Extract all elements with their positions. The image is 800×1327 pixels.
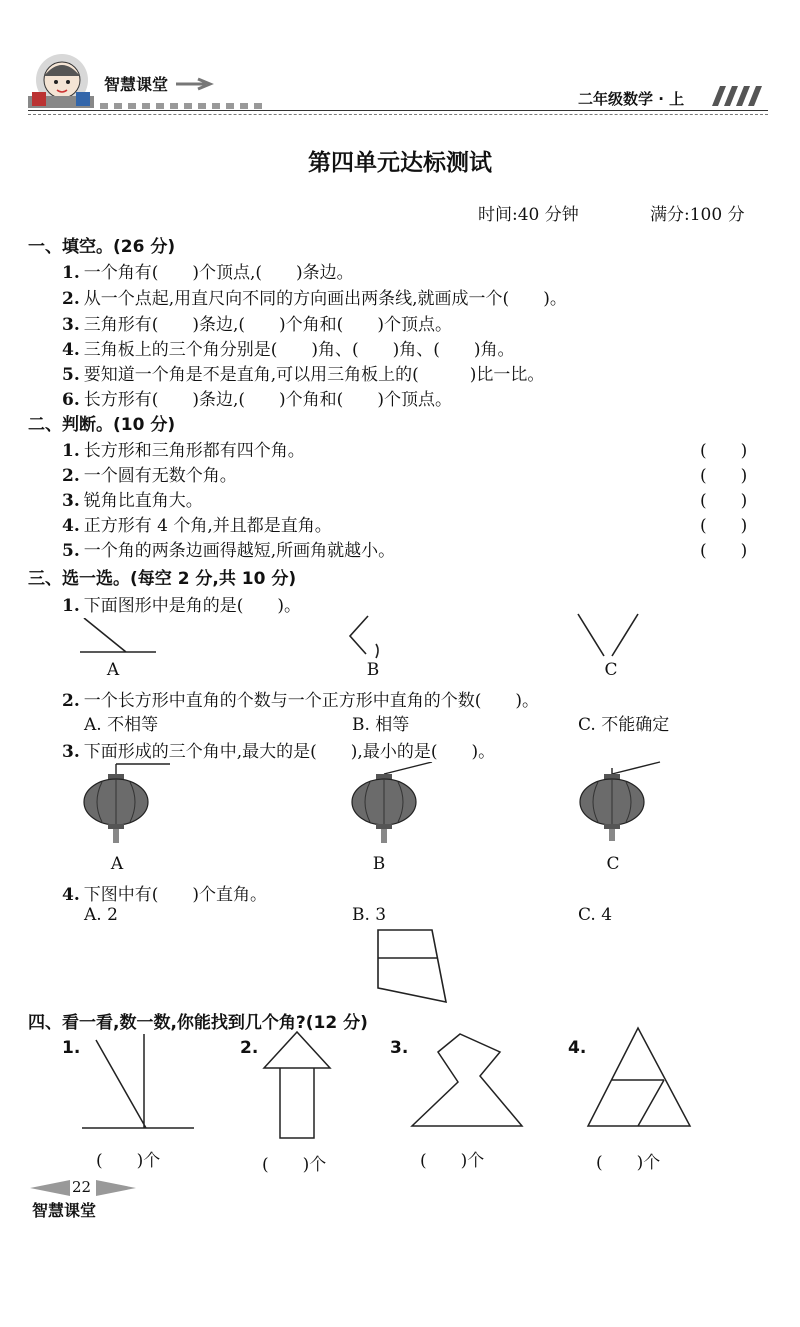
s3-q4-number: 4.	[62, 885, 80, 905]
footer-arrow-left-icon	[30, 1180, 70, 1196]
s1-item-4	[62, 335, 515, 360]
s2-bracket-5: ( )	[700, 541, 748, 561]
footer-brand: 智慧课堂	[32, 1201, 97, 1220]
section1-heading: 一、填空。(26 分)	[28, 237, 176, 257]
s4-answer-3: ( )个	[420, 1151, 485, 1171]
s3-q4-figure	[374, 926, 454, 1006]
s1-item-number: 1.	[62, 263, 80, 283]
s3-q3-lantern-a-icon	[78, 762, 174, 848]
s2-bracket-4: ( )	[700, 516, 748, 536]
full-score: 满分:100 分	[650, 205, 745, 225]
s3-q2-text: 一个长方形中直角的个数与一个正方形中直角的个数( )。	[83, 691, 540, 711]
s2-bracket-3: ( )	[700, 491, 748, 511]
s2-bracket-1: ( )	[700, 441, 748, 461]
s1-item-text: 长方形有( )条边,( )个角和( )个顶点。	[83, 390, 452, 410]
footer-arrow-right-icon	[96, 1180, 136, 1196]
s2-item-number: 3.	[62, 491, 80, 511]
s3-q3-label-c: C	[606, 854, 620, 874]
s2-item-text: 一个角的两条边画得越短,所画角就越小。	[83, 541, 396, 561]
s1-item-text: 三角板上的三个角分别是( )角、( )角、( )角。	[83, 340, 515, 360]
footer-page-number: 22	[72, 1178, 92, 1196]
s2-item-number: 2.	[62, 466, 80, 486]
s3-q2-number: 2.	[62, 691, 80, 711]
s3-q3-number: 3.	[62, 742, 80, 762]
s3-q1-label-c: C	[604, 660, 618, 680]
section4-heading: 四、看一看,数一数,你能找到几个角?(12 分)	[28, 1013, 368, 1033]
s3-q3	[62, 737, 495, 762]
s3-q4	[62, 880, 267, 905]
s2-item-4	[62, 511, 332, 536]
s4-figure-2	[262, 1030, 332, 1142]
s3-q1-label-a: A	[106, 660, 120, 680]
s3-q1-text: 下面图形中是角的是( )。	[83, 596, 302, 616]
s2-item-2	[62, 461, 237, 486]
s3-q4-option-b: B. 3	[352, 905, 387, 925]
s4-figure-1	[80, 1032, 196, 1132]
girl-mascot-icon	[22, 52, 100, 112]
s1-item-number: 4.	[62, 340, 80, 360]
header-brand: 智慧课堂	[104, 75, 169, 94]
header-stripes	[712, 86, 768, 110]
s4-item-2-number: 2.	[240, 1038, 259, 1058]
s3-q1-figure-c	[574, 612, 644, 658]
s4-item-1-number: 1.	[62, 1038, 81, 1058]
section2-heading: 二、判断。(10 分)	[28, 415, 176, 435]
s3-q2-option-a: A. 不相等	[84, 715, 159, 735]
s4-figure-4	[586, 1026, 692, 1130]
s2-item-text: 长方形和三角形都有四个角。	[83, 441, 305, 461]
s2-item-3	[62, 486, 203, 511]
s3-q2-option-b: B. 相等	[352, 715, 410, 735]
s1-item-1	[62, 258, 354, 283]
s2-item-number: 4.	[62, 516, 80, 536]
s3-q3-label-a: A	[110, 854, 124, 874]
s1-item-5	[62, 360, 544, 385]
header-rule	[28, 110, 768, 111]
s4-figure-3	[410, 1032, 528, 1132]
s2-item-5	[62, 536, 395, 561]
header-grade-subject: 二年级数学 · 上	[578, 90, 685, 108]
s2-item-text: 一个圆有无数个角。	[83, 466, 237, 486]
s2-item-number: 5.	[62, 541, 80, 561]
s1-item-number: 6.	[62, 390, 80, 410]
s1-item-number: 2.	[62, 289, 80, 309]
header-dots	[100, 96, 280, 115]
header-arrow-icon	[176, 76, 216, 95]
s2-item-number: 1.	[62, 441, 80, 461]
s3-q1-label-b: B	[366, 660, 380, 680]
s3-q4-option-c: C. 4	[578, 905, 613, 925]
s3-q1-number: 1.	[62, 596, 80, 616]
s4-item-3-number: 3.	[390, 1038, 409, 1058]
s3-q4-text: 下图中有( )个直角。	[83, 885, 268, 905]
s4-answer-1: ( )个	[96, 1151, 161, 1171]
s1-item-text: 三角形有( )条边,( )个角和( )个顶点。	[83, 315, 452, 335]
s4-answer-2: ( )个	[262, 1155, 327, 1175]
section3-heading: 三、选一选。(每空 2 分,共 10 分)	[28, 569, 297, 589]
s1-item-text: 一个角有( )个顶点,( )条边。	[83, 263, 354, 283]
s3-q2-option-c: C. 不能确定	[578, 715, 670, 735]
s1-item-3	[62, 310, 452, 335]
s3-q1-figure-a	[80, 618, 160, 658]
page-title: 第四单元达标测试	[308, 150, 492, 176]
s1-item-number: 5.	[62, 365, 80, 385]
s1-item-6	[62, 385, 452, 410]
s3-q3-lantern-c-icon	[574, 760, 670, 846]
s3-q3-text: 下面形成的三个角中,最大的是( ),最小的是( )。	[83, 742, 496, 762]
s3-q2	[62, 686, 539, 711]
header-rule-dashed	[28, 114, 768, 115]
s3-q1-figure-b	[346, 614, 396, 660]
s2-item-text: 锐角比直角大。	[83, 491, 203, 511]
s2-item-1	[62, 436, 305, 461]
s1-item-2	[62, 284, 567, 309]
s1-item-number: 3.	[62, 315, 80, 335]
s3-q1	[62, 591, 301, 616]
s3-q4-option-a: A. 2	[84, 905, 118, 925]
header-logo-graphic	[22, 52, 100, 112]
s3-q3-lantern-b-icon	[346, 762, 442, 848]
time-limit: 时间:40 分钟	[478, 205, 579, 225]
s2-bracket-2: ( )	[700, 466, 748, 486]
s1-item-text: 从一个点起,用直尺向不同的方向画出两条线,就画成一个( )。	[83, 289, 567, 309]
s3-q3-label-b: B	[372, 854, 386, 874]
s1-item-text: 要知道一个角是不是直角,可以用三角板上的( )比一比。	[83, 365, 545, 385]
s2-item-text: 正方形有 4 个角,并且都是直角。	[83, 516, 332, 536]
s4-answer-4: ( )个	[596, 1153, 661, 1173]
s4-item-4-number: 4.	[568, 1038, 587, 1058]
